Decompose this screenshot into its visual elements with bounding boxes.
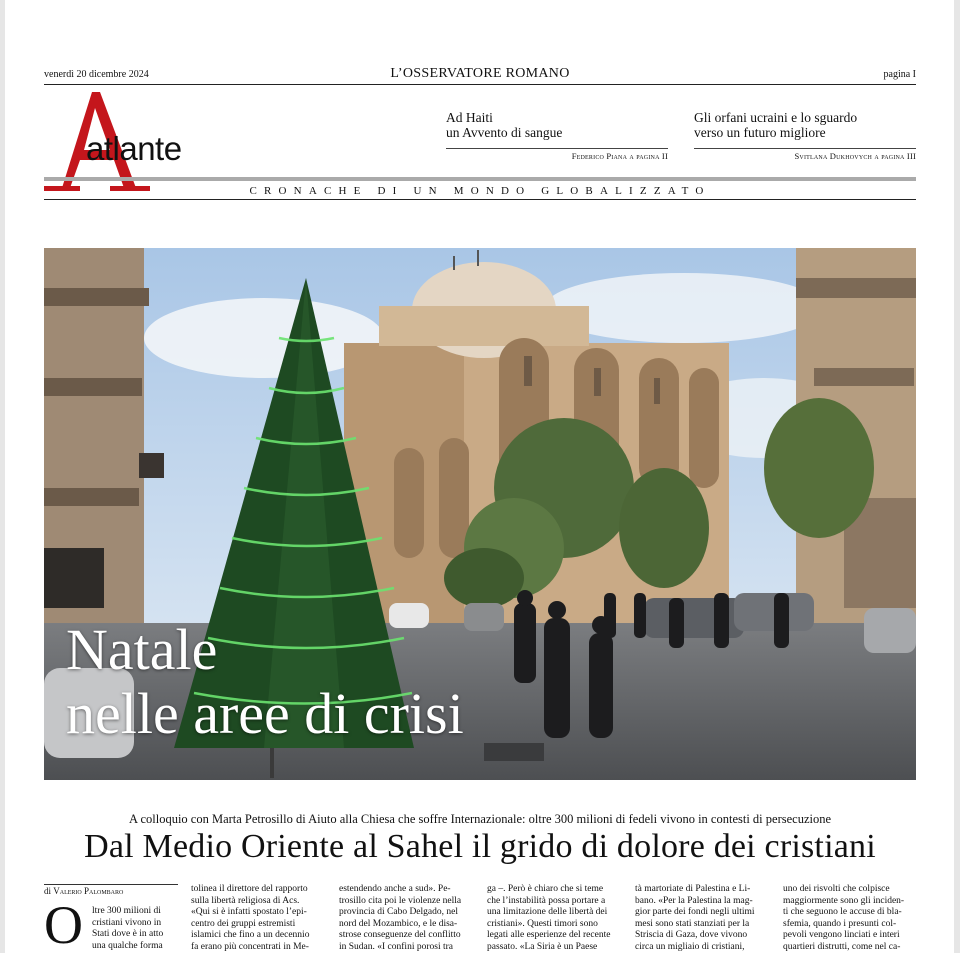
teaser-byline: Federico Piana a pagina II [571,151,668,161]
teaser-title-line1: Ad Haiti [446,110,493,125]
issue-date: venerdì 20 dicembre 2024 [44,69,149,80]
teaser-title-line1: Gli orfani ucraini e lo sguardo [694,110,858,125]
gray-divider [44,177,916,181]
text-line: una qualche forma [92,940,163,951]
text-line: trosillo cita poi le violenze nella [339,895,462,906]
text-line: «Qui si è infatti spostato l’epi- [191,907,307,918]
text-line: tolinea il direttore del rapporto [191,884,308,894]
masthead-rule [44,84,916,85]
text-line: in Sudan. «I confini porosi tra [339,941,453,952]
article-column-4 [487,884,621,953]
text-line: bano. «Per la Palestina la mag- [635,895,753,906]
text-line: provincia di Cabo Delgado, nel [339,907,458,918]
text-line: una limitazione delle libertà dei [487,907,608,918]
article-column-5 [635,884,769,953]
text-line: pevoli vengono linciati e interi [783,930,900,941]
masthead-top-line [44,66,916,84]
teaser-title-line2: verso un futuro migliore [694,125,826,140]
text-line: quartieri distrutti, come nel ca- [783,941,901,952]
text-line: ltre 300 milioni di [92,906,161,916]
lead-photo [44,248,916,780]
teaser-haiti[interactable] [446,110,668,161]
text-line: nord del Mozambico, e le disa- [339,918,458,929]
teaser-rule [694,148,916,149]
article-column-3 [339,884,473,953]
text-line: circa un migliaio di cristiani, [635,941,745,952]
text-line: sfemia, quando i presunti col- [783,918,897,929]
text-line: fa erano più concentrati in Me- [191,941,309,952]
page-number: pagina I [883,69,916,80]
text-line: cristiani vivono in [92,917,162,928]
drop-cap: O [44,895,83,953]
text-line: centro dei gruppi estremisti [191,918,296,929]
page-margin-right [954,0,960,953]
text-line: estendendo anche a sud». Pe- [339,884,451,894]
teaser-byline: Svitlana Dukhovych a pagina III [794,151,916,161]
text-line: ti che seguono le accuse di bla- [783,907,902,918]
text-line: maggiormente sono gli inciden- [783,895,905,906]
photo-headline [66,618,464,746]
teaser-ukraine[interactable] [694,110,916,161]
article-kicker: A colloquio con Marta Petrosillo di Aiuto alla Chiesa che soffre Internazionale: oltre 300 milioni di fedeli vivono in contesti di persecuzione [128,812,832,826]
text-line: gior parte dei fondi negli ultimi [635,907,755,918]
newspaper-name: L’OSSERVATORE ROMANO [390,66,570,81]
text-line: strose conseguenze del conflitto [339,930,461,941]
photo-headline-line2: nelle aree di crisi [66,681,464,746]
text-line: Stati dove è in atto [92,929,164,940]
byline-rule [44,884,178,885]
tagline-rule [44,199,916,200]
article-column-6 [783,884,916,953]
byline-author: Valerio Palombaro [53,886,124,896]
photo-headline-line1: Natale [66,617,218,682]
article-column-2 [191,884,325,953]
text-line: sulla libertà religiosa di Acs. [191,895,300,906]
text-line: uno dei risvolti che colpisce [783,884,890,894]
text-line: mesi sono stati stanziati per la [635,918,750,929]
article-title[interactable]: Dal Medio Oriente al Sahel il grido di dolore dei cristiani [84,828,876,865]
teaser-rule [446,148,668,149]
section-tagline: CRONACHE DI UN MONDO GLOBALIZZATO [249,185,711,197]
text-line: passato. «La Siria è un Paese [487,941,598,952]
byline-prefix: di [44,886,52,896]
text-line: cristiani». Questi timori sono [487,918,598,929]
text-line: che l’instabilità possa portare a [487,895,606,906]
text-line: islamici che fino a un decennio [191,930,310,941]
text-line: legati alle esperienze del recente [487,930,611,941]
logo-word: atlante [86,130,182,167]
teaser-title-line2: un Avvento di sangue [446,125,563,140]
page-margin-left [0,0,5,953]
article-column-1 [92,906,178,952]
text-line: Striscia di Gaza, dove vivono [635,930,748,941]
text-line: tà martoriate di Palestina e Li- [635,884,751,894]
text-line: ga –. Però è chiaro che si teme [487,884,604,894]
